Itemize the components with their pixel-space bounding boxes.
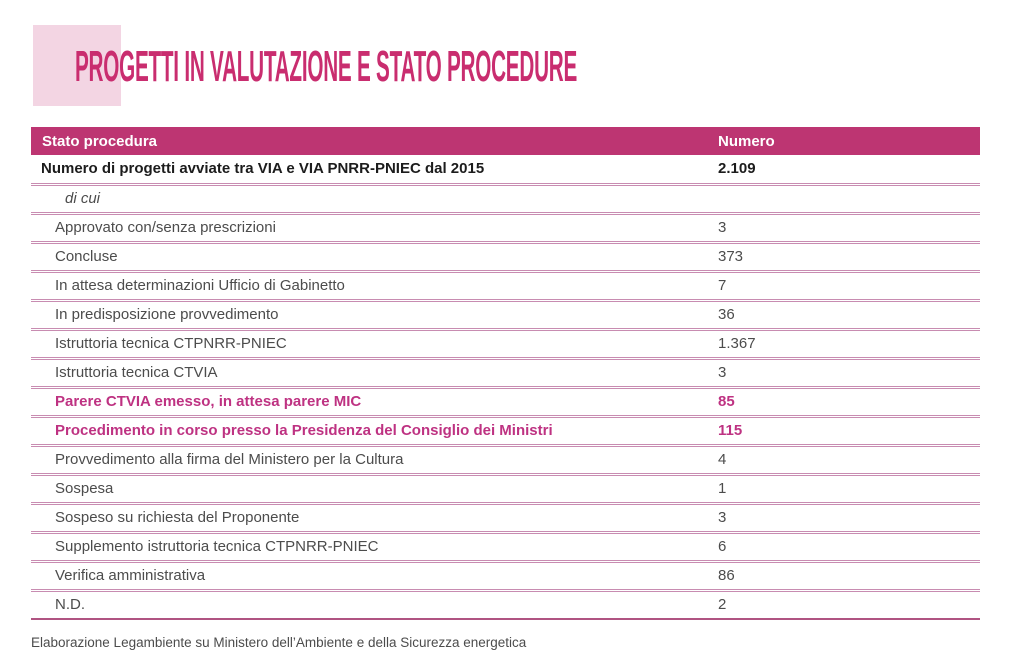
table-row (31, 503, 980, 532)
row-label-cell: N.D. (31, 590, 716, 619)
row-value-cell: 3 (716, 503, 980, 532)
table-row (31, 329, 980, 358)
table-row (31, 358, 980, 387)
table-row (31, 445, 980, 474)
row-label-cell: Provvedimento alla firma del Ministero per la Cultura (31, 445, 716, 474)
row-label-cell: Concluse (31, 242, 716, 271)
row-value-cell: 373 (716, 242, 980, 271)
table-row (31, 590, 980, 619)
column-header-stato-procedura: Stato procedura (31, 127, 716, 155)
table-row (31, 561, 980, 590)
table-row (31, 387, 980, 416)
column-header-numero: Numero (716, 127, 980, 155)
row-value-cell: 1 (716, 474, 980, 503)
table-row (31, 474, 980, 503)
row-label-cell: Sospeso su richiesta del Proponente (31, 503, 716, 532)
row-value-cell: 1.367 (716, 329, 980, 358)
row-value-cell: 36 (716, 300, 980, 329)
row-value-cell: 85 (716, 387, 980, 416)
row-value-cell: 2.109 (716, 155, 980, 184)
table-row (31, 300, 980, 329)
source-note: Elaborazione Legambiente su Ministero dell’Ambiente e della Sicurezza energetica (31, 635, 527, 650)
row-label-cell: Approvato con/senza prescrizioni (31, 213, 716, 242)
row-value-cell: 7 (716, 271, 980, 300)
row-label-cell: Supplemento istruttoria tecnica CTPNRR-PNIEC (31, 532, 716, 561)
row-label-cell: Verifica amministrativa (31, 561, 716, 590)
table-row (31, 271, 980, 300)
row-label-cell: Parere CTVIA emesso, in attesa parere MIC (31, 387, 716, 416)
table-row (31, 213, 980, 242)
row-value-cell: 6 (716, 532, 980, 561)
row-value-cell: 3 (716, 213, 980, 242)
row-label-cell: Istruttoria tecnica CTPNRR-PNIEC (31, 329, 716, 358)
row-value-cell: 4 (716, 445, 980, 474)
table-row (31, 184, 980, 213)
row-value-cell: 2 (716, 590, 980, 619)
row-label-cell: Numero di progetti avviate tra VIA e VIA PNRR-PNIEC dal 2015 (31, 155, 716, 184)
table-row (31, 416, 980, 445)
row-label-cell: Procedimento in corso presso la Presidenza del Consiglio dei Ministri (31, 416, 716, 445)
row-value-cell (716, 184, 980, 213)
procedures-table (31, 127, 980, 620)
row-label-cell: In attesa determinazioni Ufficio di Gabinetto (31, 271, 716, 300)
row-label-cell: In predisposizione provvedimento (31, 300, 716, 329)
row-label-cell: di cui (31, 184, 716, 213)
table-row (31, 532, 980, 561)
table-row (31, 242, 980, 271)
table-header-row (31, 127, 980, 155)
page-title: PROGETTI IN VALUTAZIONE E STATO PROCEDURE (75, 42, 578, 91)
row-label-cell: Istruttoria tecnica CTVIA (31, 358, 716, 387)
row-value-cell: 86 (716, 561, 980, 590)
row-value-cell: 115 (716, 416, 980, 445)
table-row (31, 155, 980, 184)
row-value-cell: 3 (716, 358, 980, 387)
row-label-cell: Sospesa (31, 474, 716, 503)
